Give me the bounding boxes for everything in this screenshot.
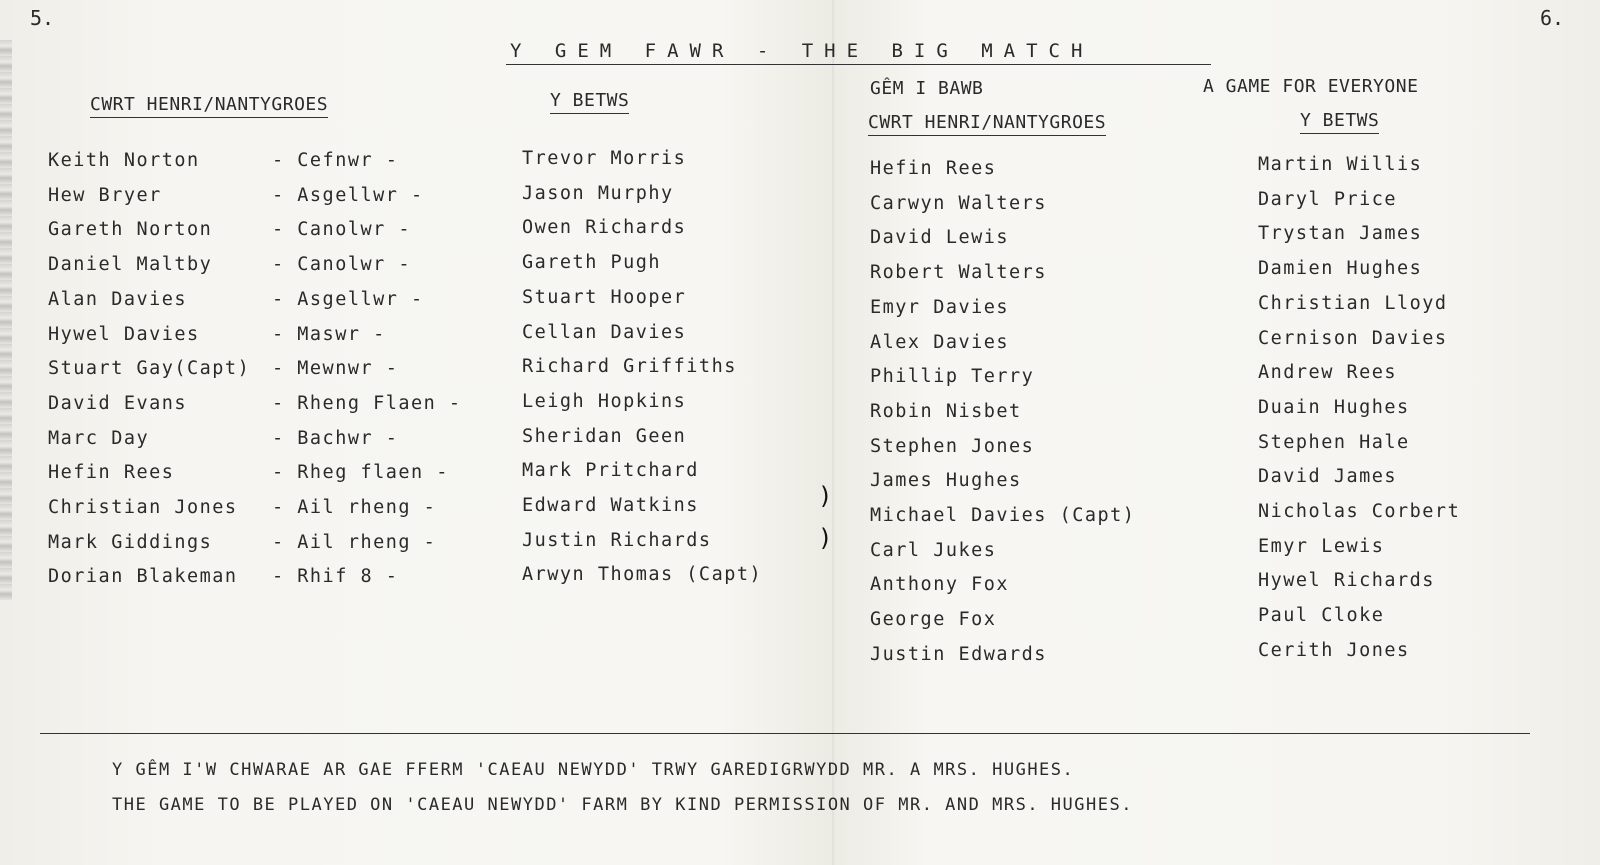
right-home-player: Carl Jukes [870, 539, 997, 561]
left-away-player: Trevor Morris [522, 148, 687, 169]
page-title: Y GEM FAWR - THE BIG MATCH [510, 40, 1094, 62]
left-away-player: Edward Watkins [522, 495, 699, 516]
left-away-player: Richard Griffiths [522, 356, 737, 378]
left-away-player: Arwyn Thomas (Capt) [522, 564, 763, 586]
right-home-player: Phillip Terry [870, 366, 1035, 388]
left-position: - Asgellwr - [272, 184, 424, 206]
left-home-player: Keith Norton [48, 150, 200, 171]
right-away-player: David James [1258, 466, 1398, 488]
right-home-player: Robin Nisbet [870, 400, 1022, 422]
right-home-player: Robert Walters [870, 262, 1047, 284]
left-away-player: Jason Murphy [522, 182, 674, 204]
right-home-player: Anthony Fox [870, 574, 1010, 596]
right-away-player: Stephen Hale [1258, 431, 1410, 453]
right-subtitle-welsh: GÊM I BAWB [870, 78, 984, 99]
left-away-player: Leigh Hopkins [522, 390, 687, 412]
footer-welsh: Y GÊM I'W CHWARAE AR GAE FFERM 'CAEAU NEWYDD' TRWY GAREDIGRWYDD MR. A MRS. HUGHES. [112, 760, 1075, 780]
right-home-player: Hefin Rees [870, 158, 997, 179]
right-away-player: Andrew Rees [1258, 362, 1398, 384]
bracket-mark: ) [818, 482, 833, 510]
right-away-player: Emyr Lewis [1258, 535, 1385, 557]
left-home-player: Hefin Rees [48, 462, 175, 484]
left-away-player: Justin Richards [522, 529, 712, 551]
left-position: - Mewnwr - [272, 358, 399, 380]
bracket-mark: ) [818, 524, 833, 552]
left-home-player: Dorian Blakeman [48, 566, 238, 588]
right-home-player: George Fox [870, 609, 997, 631]
left-position: - Rheng Flaen - [272, 392, 462, 414]
right-home-player: Stephen Jones [870, 435, 1035, 457]
right-away-player: Daryl Price [1258, 188, 1398, 210]
left-home-player: Daniel Maltby [48, 254, 213, 276]
left-position: - Asgellwr - [272, 288, 424, 310]
title-underline [506, 64, 1211, 65]
left-away-player: Cellan Davies [522, 321, 687, 343]
page-fold [832, 0, 834, 865]
right-home-player: Justin Edwards [870, 643, 1047, 665]
left-away-player: Owen Richards [522, 217, 687, 239]
right-away-player: Cerith Jones [1258, 639, 1410, 661]
left-home-player: Hew Bryer [48, 184, 162, 206]
right-subtitle-english: A GAME FOR EVERYONE [1203, 76, 1419, 97]
left-team-away-header: Y BETWS [550, 90, 629, 114]
left-home-player: Stuart Gay(Capt) [48, 358, 251, 380]
scan-edge [0, 40, 12, 600]
right-home-player: Emyr Davies [870, 296, 1010, 318]
left-away-player: Mark Pritchard [522, 460, 699, 482]
left-away-player: Sheridan Geen [522, 425, 687, 447]
right-team-away-header: Y BETWS [1300, 110, 1379, 134]
left-home-player: Hywel Davies [48, 323, 200, 345]
right-team-home-header: CWRT HENRI/NANTYGROES [868, 112, 1106, 136]
right-away-player: Paul Cloke [1258, 605, 1385, 627]
left-position: - Bachwr - [272, 427, 399, 449]
left-home-player: Christian Jones [48, 497, 238, 518]
right-away-player: Martin Willis [1258, 154, 1423, 175]
left-away-player: Stuart Hooper [522, 286, 687, 308]
right-away-player: Hywel Richards [1258, 570, 1435, 592]
page-number-left: 5. [30, 6, 55, 30]
right-away-player: Cernison Davies [1258, 327, 1448, 349]
left-home-player: Mark Giddings [48, 531, 213, 553]
right-away-player: Christian Lloyd [1258, 292, 1448, 314]
page-number-right: 6. [1540, 6, 1565, 30]
right-home-player: Alex Davies [870, 331, 1010, 353]
right-home-player: Michael Davies (Capt) [870, 505, 1136, 526]
left-position: - Cefnwr - [272, 150, 399, 171]
right-home-player: James Hughes [870, 470, 1022, 492]
left-home-player: Gareth Norton [48, 219, 213, 241]
left-position: - Rhif 8 - [272, 566, 399, 588]
left-position: - Rheg flaen - [272, 462, 449, 484]
left-home-player: Marc Day [48, 427, 150, 449]
right-home-player: David Lewis [870, 227, 1010, 249]
left-position: - Maswr - [272, 323, 386, 345]
right-away-player: Nicholas Corbert [1258, 501, 1461, 522]
left-position: - Ail rheng - [272, 497, 437, 518]
left-team-home-header: CWRT HENRI/NANTYGROES [90, 94, 328, 118]
left-position: - Ail rheng - [272, 531, 437, 553]
footer-divider [40, 733, 1530, 734]
footer-english: THE GAME TO BE PLAYED ON 'CAEAU NEWYDD' FARM BY KIND PERMISSION OF MR. AND MRS. HUGHES. [112, 795, 1133, 815]
left-home-player: David Evans [48, 392, 188, 414]
left-position: - Canolwr - [272, 254, 412, 276]
left-home-player: Alan Davies [48, 288, 188, 310]
left-away-player: Gareth Pugh [522, 252, 662, 274]
right-away-player: Duain Hughes [1258, 396, 1410, 418]
right-away-player: Damien Hughes [1258, 258, 1423, 280]
left-position: - Canolwr - [272, 219, 412, 241]
right-away-player: Trystan James [1258, 223, 1423, 245]
right-home-player: Carwyn Walters [870, 192, 1047, 214]
